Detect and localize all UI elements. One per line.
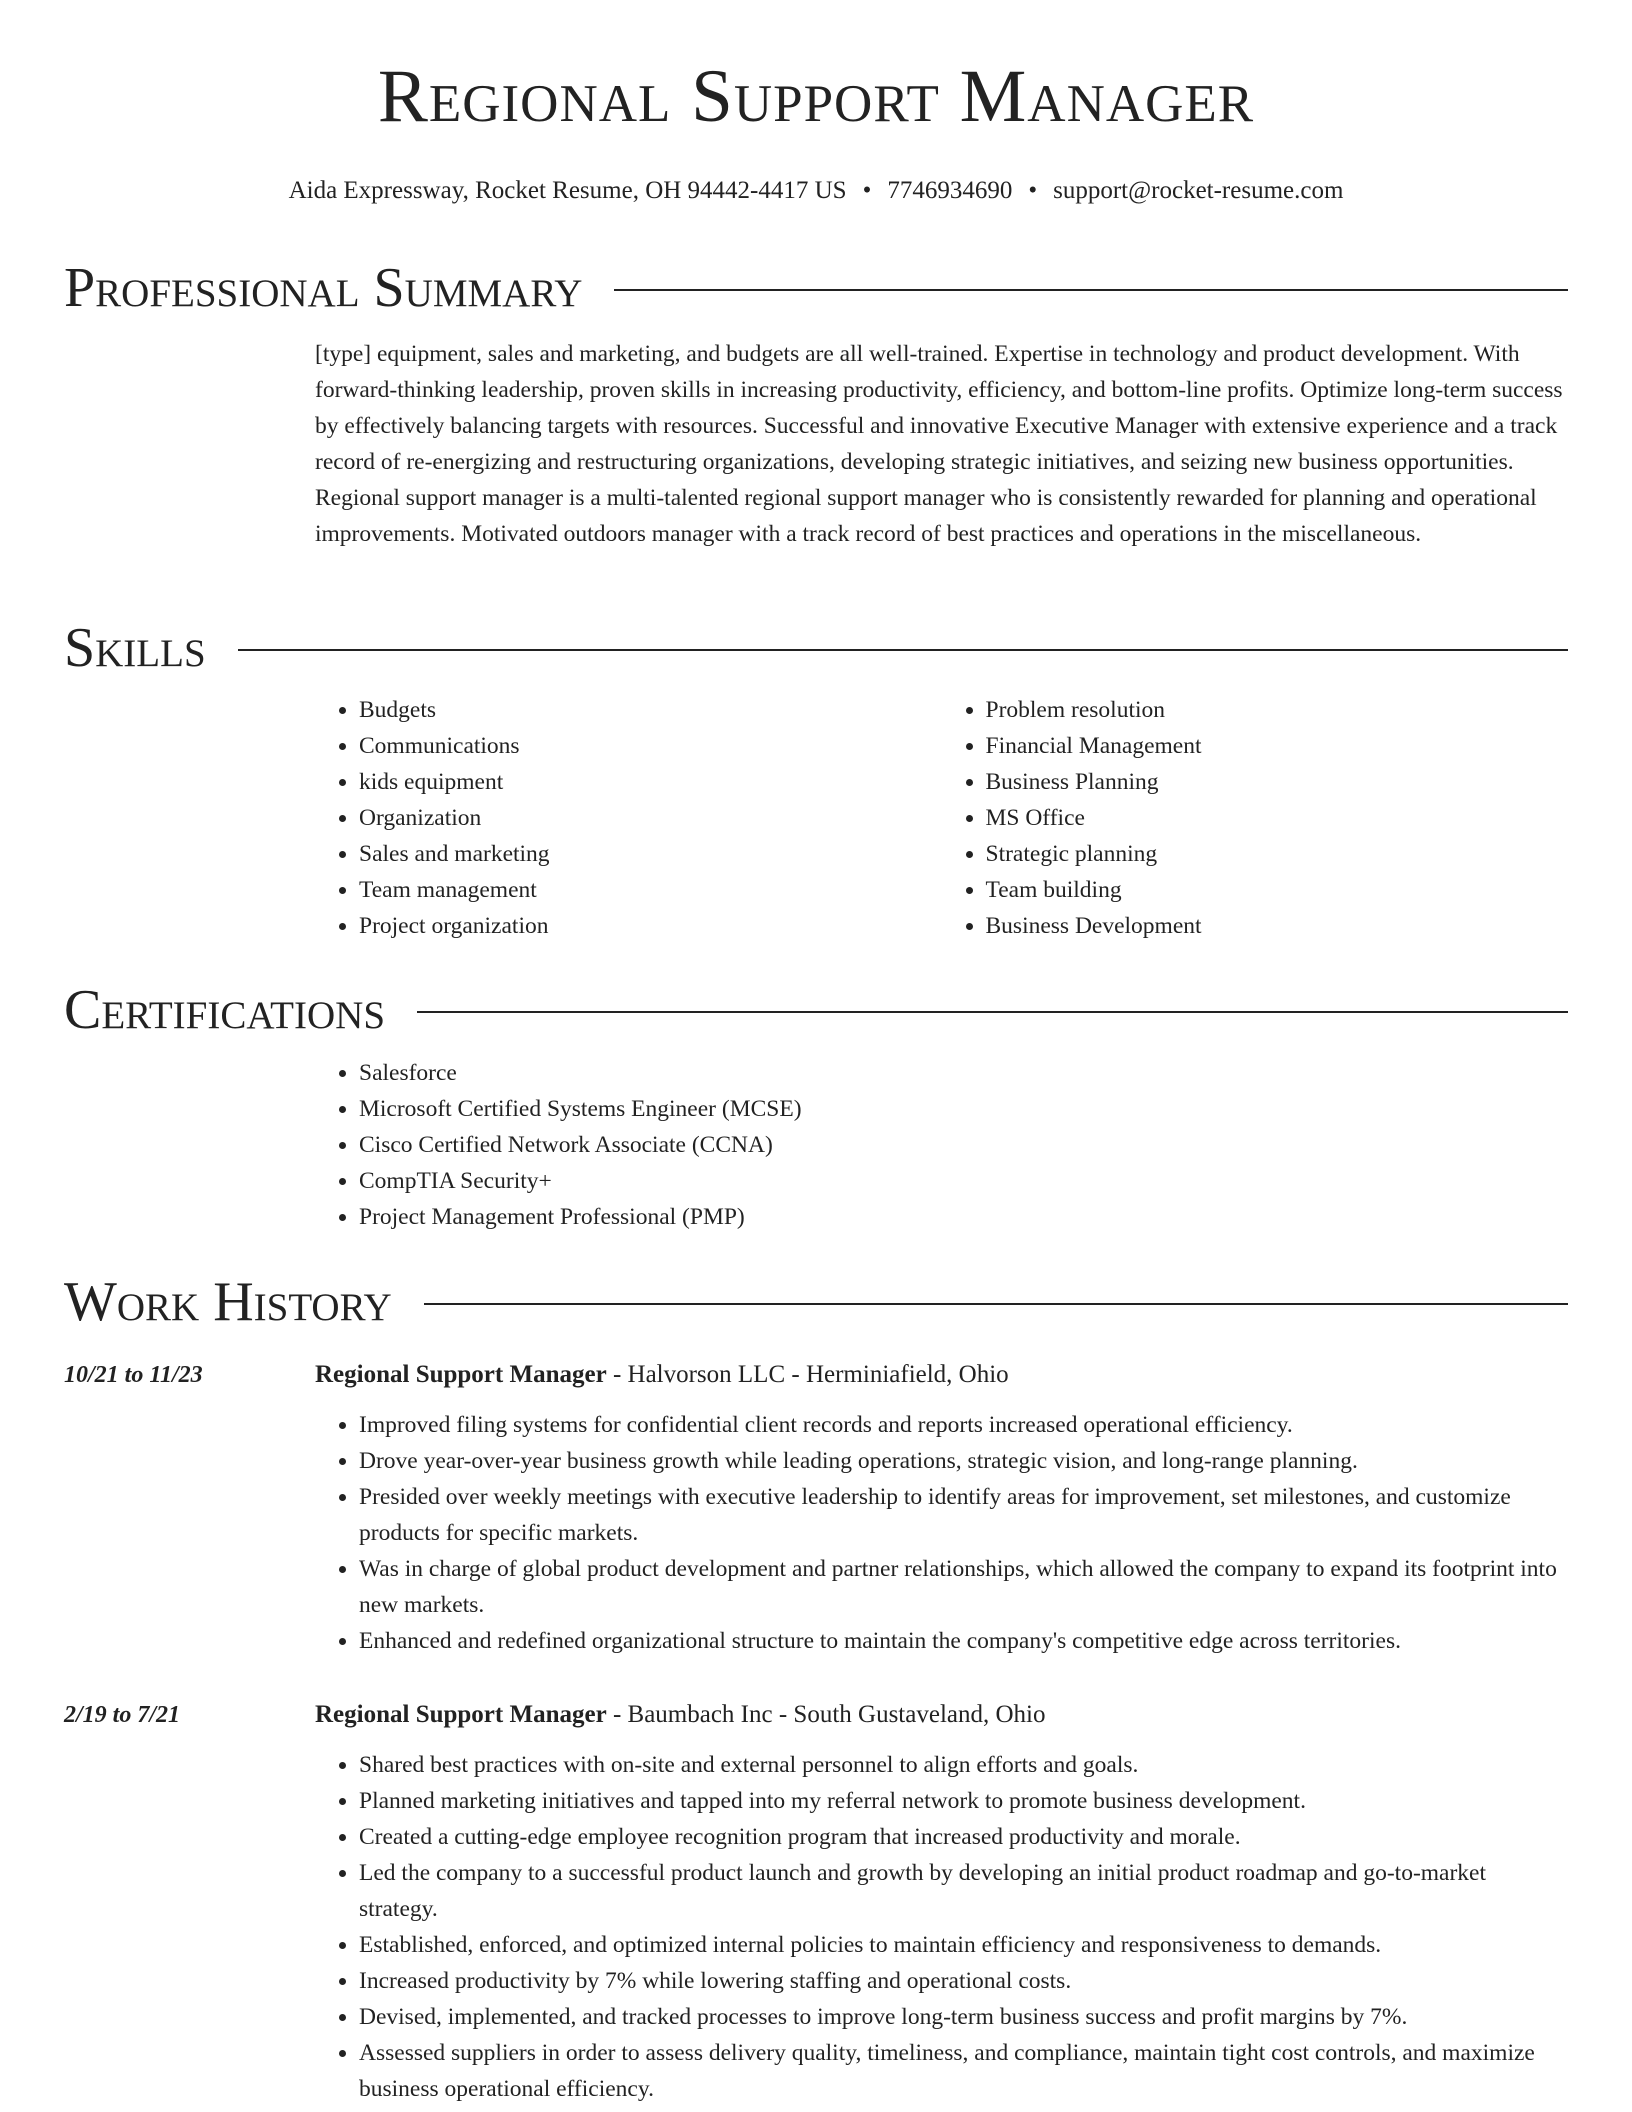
job-bullet: • Enhanced and redefined organizational structure to maintain the company's competitive edge across territories. [359,1623,1568,1659]
certifications-section-header [64,979,1568,1041]
job-bullet: • Created a cutting-edge employee recognition program that increased productivity and morale. [359,1819,1568,1855]
certification-item: • Project Management Professional (PMP) [359,1199,1568,1235]
section-divider [417,1011,1568,1013]
job-company: - Baumbach Inc - South Gustaveland, Ohio [606,1701,1046,1728]
job-title: Regional Support Manager [315,1361,607,1388]
skill-item: • MS Office [986,800,1569,836]
job-bullets [315,1407,1568,1659]
skill-item: • Sales and marketing [359,836,942,872]
skill-item: • Team building [986,872,1569,908]
certifications-heading: Certifications [64,979,386,1041]
contact-phone: 7746934690 [887,177,1013,204]
section-divider [614,289,1568,291]
work-history-section-header [64,1271,1568,1333]
summary-heading: Professional Summary [64,257,583,319]
job-bullet: • Drove year-over-year business growth while leading operations, strategic vision, and long-range planning. [359,1443,1568,1479]
contact-address: Aida Expressway, Rocket Resume, OH 94442-4417 US [288,177,847,204]
job-bullet: • Presided over weekly meetings with executive leadership to identify areas for improvement, set milestones, and customize products for specific markets. [359,1479,1568,1551]
job-dates: 2/19 to 7/21 [64,1702,181,1728]
skills-section-header [64,617,1568,679]
job-title-line [315,1697,1568,1733]
skill-item: • Communications [359,728,942,764]
job-company: - Halvorson LLC - Herminiafield, Ohio [606,1361,1009,1388]
work-history-heading: Work History [64,1271,392,1333]
job-bullet: • Planned marketing initiatives and tapped into my referral network to promote business development. [359,1783,1568,1819]
job-title: Regional Support Manager [315,1701,607,1728]
job-entry [315,1357,1568,1659]
skill-item: • Budgets [359,692,942,728]
certifications-list [315,1055,1568,1235]
page-title: Regional Support Manager [377,55,1255,138]
job-bullet: • Improved filing systems for confidential client records and reports increased operational efficiency. [359,1407,1568,1443]
skill-item: • Organization [359,800,942,836]
skill-item: • Business Planning [986,764,1569,800]
job-bullet: • Established, enforced, and optimized internal policies to maintain efficiency and responsiveness to demands. [359,1927,1568,1963]
contact-separator: • [1028,177,1038,204]
skills-heading: Skills [64,617,206,679]
skill-item: • Financial Management [986,728,1569,764]
job-bullet: • Was in charge of global product development and partner relationships, which allowed the company to expand its footprint into new markets. [359,1551,1568,1623]
job-bullet: • Assessed suppliers in order to assess delivery quality, timeliness, and compliance, maintain tight cost controls, and maximize business operational efficiency. [359,2035,1568,2107]
skill-item: • Problem resolution [986,692,1569,728]
job-bullet: • Increased productivity by 7% while lowering staffing and operational costs. [359,1963,1568,1999]
skills-column-right [942,692,1569,944]
job-bullet: • Devised, implemented, and tracked processes to improve long-term business success and profit margins by 7%. [359,1999,1568,2035]
summary-section-header [64,257,1568,319]
job-bullet: • Shared best practices with on-site and external personnel to align efforts and goals. [359,1747,1568,1783]
section-divider [424,1303,1568,1305]
section-divider [238,649,1568,651]
skill-item: • Project organization [359,908,942,944]
certification-item: • Salesforce [359,1055,1568,1091]
contact-separator: • [862,177,872,204]
job-title-line [315,1357,1568,1393]
summary-body [315,336,1568,552]
skill-item: • Team management [359,872,942,908]
certification-item: • Microsoft Certified Systems Engineer (MCSE) [359,1091,1568,1127]
summary-text: [type] equipment, sales and marketing, and budgets are all well-trained. Expertise in technology and product development. With forward-thinking leadership, proven skills in increasing productivity, efficiency, and bottom-line profits. Optimize long-term success by effectively balancing targets with resources. Successful and innovative Executive Manager with extensive experience and a track record of re-energizing and restructuring organizations, developing strategic initiatives, and seizing new business opportunities. Regional support manager is a multi-talented regional support manager who is consistently rewarded for planning and operational improvements. Motivated outdoors manager with a track record of best practices and operations in the miscellaneous. [315,341,1563,547]
certification-item: • Cisco Certified Network Associate (CCNA) [359,1127,1568,1163]
job-entry [315,1697,1568,2107]
skill-item: • Strategic planning [986,836,1569,872]
job-bullets [315,1747,1568,2107]
contact-line [64,174,1568,208]
job-bullet: • Led the company to a successful product launch and growth by developing an initial product roadmap and go-to-market strategy. [359,1855,1568,1927]
job-dates: 10/21 to 11/23 [64,1362,203,1388]
skill-item: • kids equipment [359,764,942,800]
skills-list [315,692,1568,944]
contact-email: support@rocket-resume.com [1053,177,1344,204]
skill-item: • Business Development [986,908,1569,944]
certification-item: • CompTIA Security+ [359,1163,1568,1199]
skills-column-left [315,692,942,944]
